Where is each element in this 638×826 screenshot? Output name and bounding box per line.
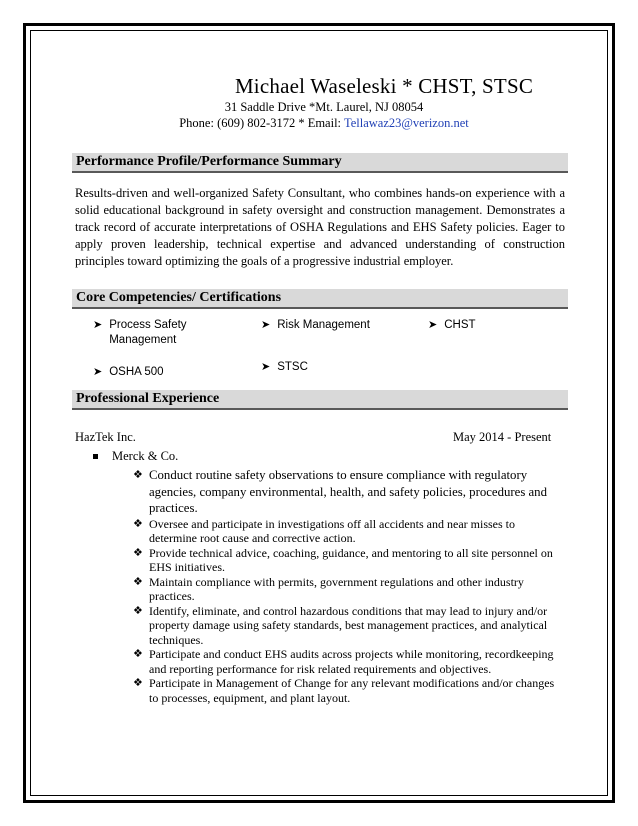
- contact-line: [0, 116, 638, 131]
- diamond-bullet-icon: ❖: [133, 676, 143, 689]
- summary-paragraph: Results-driven and well-organized Safety Consultant, who combines hands-on experience with a solid educational background in safety oversight and construction management. Demonstrates a track record of accurate interpretations of OSHA Regulations and EHS Safety policies. Eager to apply proven leadership, technical expertise and advanced understanding of construction principles toward optimizing the goals of a progressive industrial employer.: [75, 186, 565, 268]
- experience-section-title: Professional Experience: [76, 391, 220, 406]
- list-item: ❖ Provide technical advice, coaching, guidance, and mentoring to all site personnel on EHS initiatives.: [133, 545, 553, 574]
- client-name: Merck & Co.: [112, 449, 179, 463]
- list-item: ❖ Conduct routine safety observations to ensure compliance with regulatory agencies, company environmental, health, and safety policies, procedures and practices.: [133, 468, 547, 515]
- diamond-bullet-icon: ❖: [133, 574, 143, 588]
- list-item: ❖ Identify, eliminate, and control hazardous conditions that may lead to injury and/or property damage using safety standards, best management practices, and analytical techniques.: [133, 603, 548, 647]
- arrow-bullet-icon: ➤: [261, 319, 271, 331]
- arrow-bullet-icon: ➤: [261, 361, 271, 373]
- competency-item: ➤ OSHA 500: [93, 366, 164, 378]
- email-link[interactable]: Tellawaz23@verizon.net: [343, 116, 469, 130]
- diamond-bullet-icon: ❖: [133, 516, 143, 530]
- diamond-bullet-icon: ❖: [133, 468, 143, 481]
- arrow-bullet-icon: ➤: [93, 319, 103, 331]
- candidate-name: Michael Waseleski * CHST, STSC: [234, 74, 534, 98]
- competency-item: ➤ Process Safety Management: [93, 319, 187, 346]
- duties-list: [133, 467, 563, 705]
- summary-section-title: Performance Profile/Performance Summary: [76, 154, 342, 169]
- competencies-section-header: [72, 289, 568, 309]
- experience-section-header: [72, 390, 568, 410]
- competency-item: ➤ CHST: [428, 319, 476, 331]
- client-item: [93, 449, 178, 464]
- address-line: 31 Saddle Drive *Mt. Laurel, NJ 08054: [224, 100, 424, 114]
- phone-text: Phone: (609) 802-3172 * Email:: [179, 116, 342, 130]
- arrow-bullet-icon: ➤: [93, 366, 103, 378]
- list-item: ❖ Maintain compliance with permits, government regulations and other industry practices.: [133, 574, 524, 603]
- diamond-bullet-icon: ❖: [133, 545, 143, 559]
- diamond-bullet-icon: ❖: [133, 647, 143, 660]
- square-bullet-icon: [93, 454, 98, 459]
- summary-section-header: [72, 153, 568, 173]
- diamond-bullet-icon: ❖: [133, 603, 143, 617]
- arrow-bullet-icon: ➤: [428, 319, 438, 331]
- competency-item: ➤ STSC: [261, 361, 308, 373]
- list-item: ❖ Participate in Management of Change for any relevant modifications and/or changes to processes, equipment, and plant layout.: [133, 676, 555, 705]
- list-item: ❖ Oversee and participate in investigations off all accidents and near misses to determine root cause and corrective action.: [133, 516, 515, 545]
- competencies-section-title: Core Competencies/ Certifications: [76, 290, 282, 305]
- employment-dates: May 2014 - Present: [453, 430, 552, 444]
- employer-name: HazTek Inc.: [75, 430, 136, 444]
- competency-item: ➤ Risk Management: [261, 319, 370, 331]
- list-item: ❖ Participate and conduct EHS audits across projects while monitoring, recordkeeping and reporting performance for risk related requirements and objectives.: [133, 647, 554, 676]
